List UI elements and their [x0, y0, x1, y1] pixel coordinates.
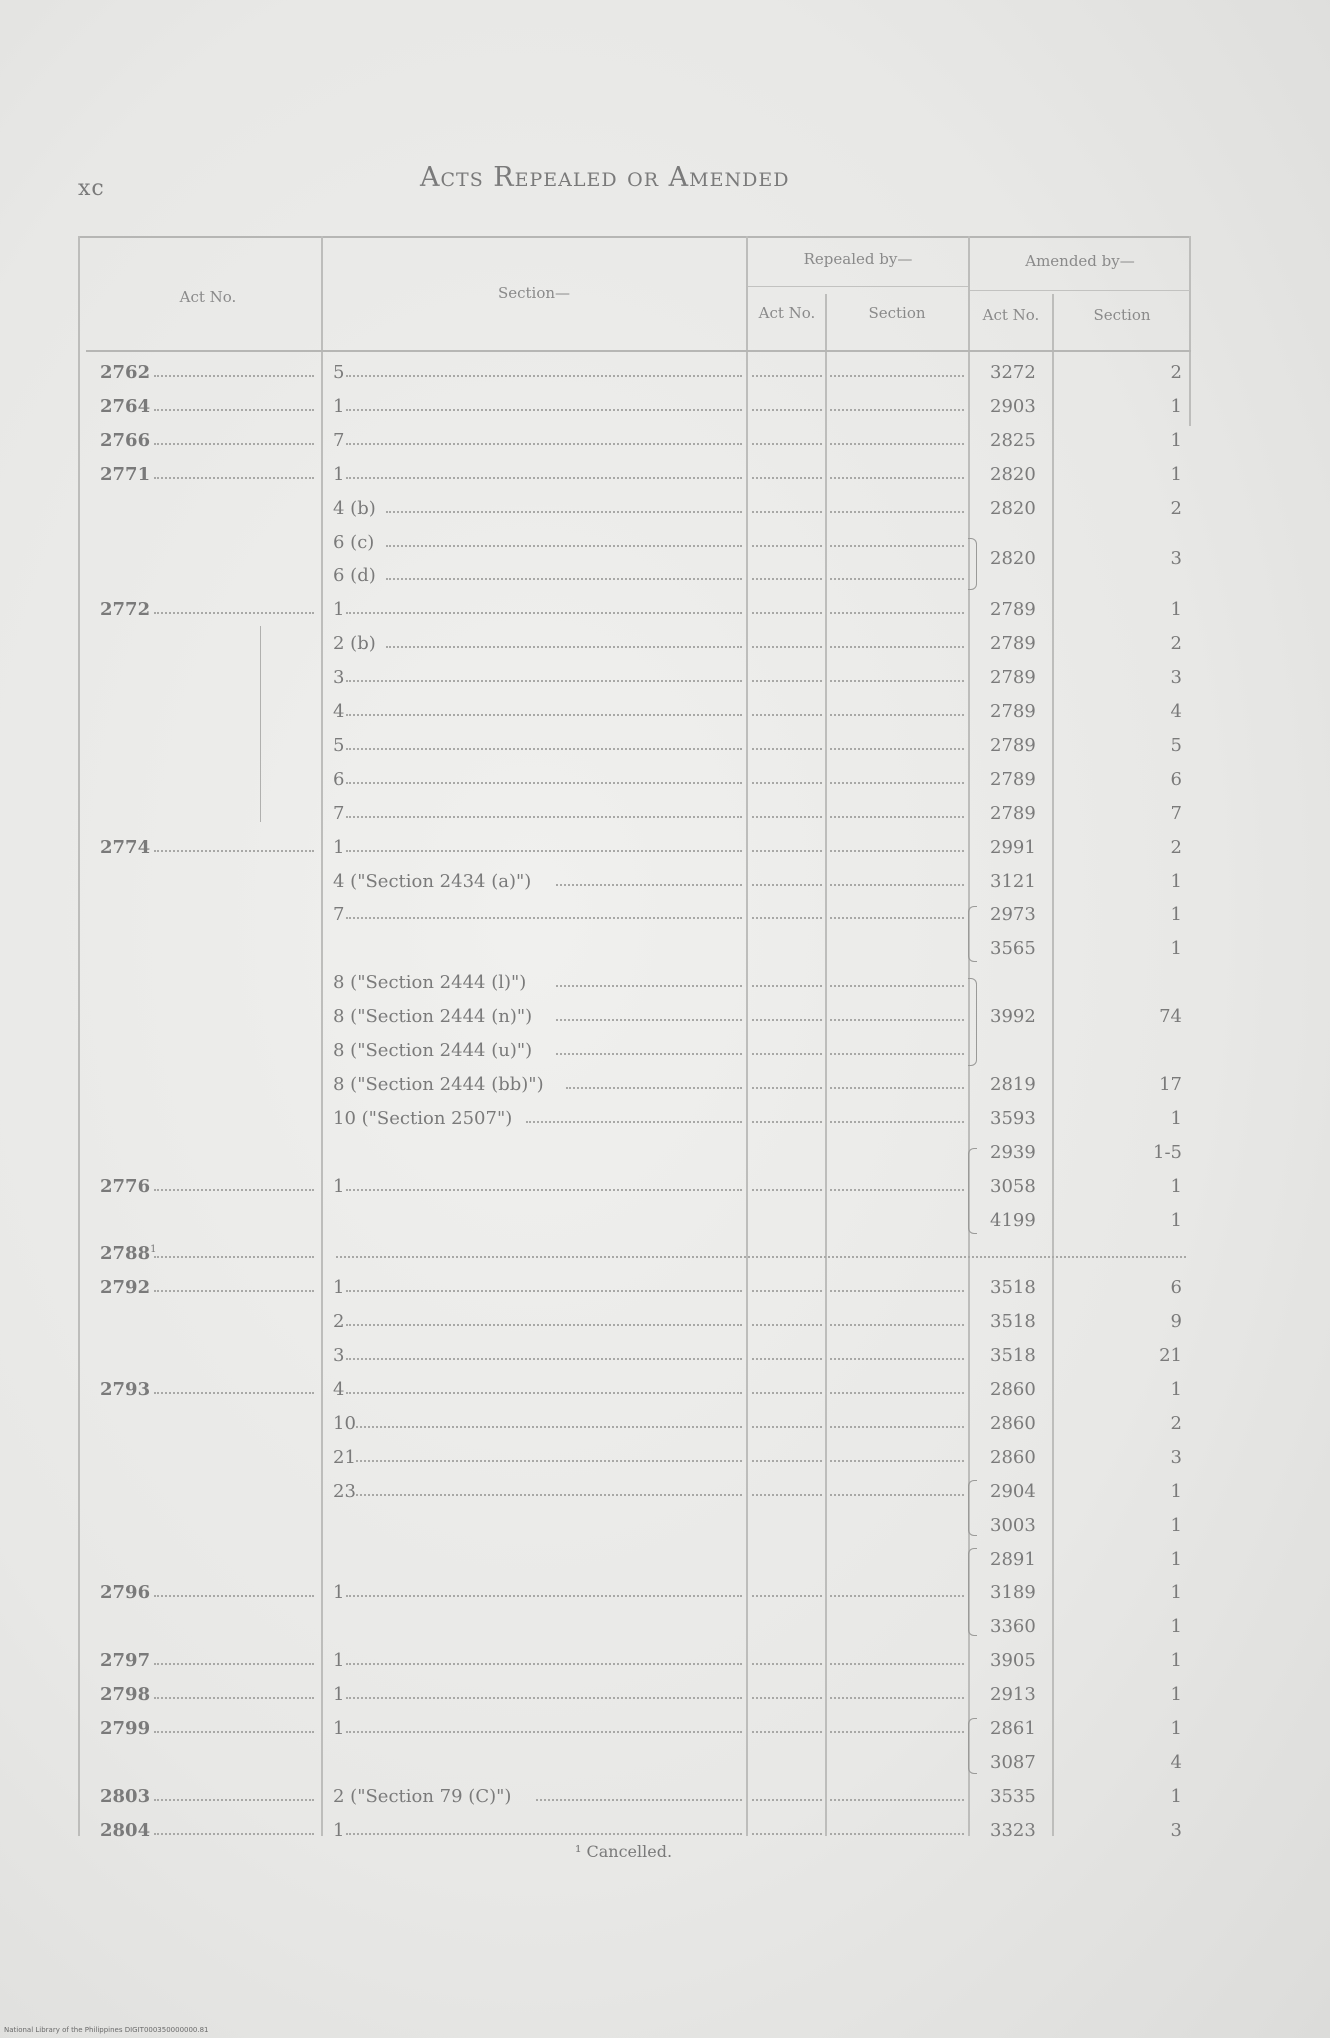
table-row [78, 1277, 1191, 1311]
leader-dots [154, 1799, 314, 1801]
row-amended-act: 3905 [990, 1650, 1036, 1672]
table-row [78, 1650, 1191, 1684]
row-amended-section: 1 [1170, 463, 1182, 485]
row-section: 8 ("Section 2444 (u)") [333, 1040, 533, 1061]
row-section: 4 [333, 1379, 345, 1400]
leader-dots [752, 1731, 822, 1733]
row-section: 1 [333, 395, 345, 417]
footnote: ¹ Cancelled. [575, 1842, 673, 1861]
leader-dots [830, 1053, 964, 1055]
row-section: 1 [333, 1582, 345, 1604]
table-header-rule [86, 350, 1191, 352]
table-row [78, 1616, 1191, 1650]
row-section: 1 [333, 1175, 345, 1197]
leader-dots [556, 1053, 742, 1055]
row-amended-section: 5 [1170, 734, 1182, 756]
row-amended-section: 9 [1170, 1311, 1182, 1333]
row-amended-section: 1 [1170, 1582, 1182, 1604]
row-section: 2 (b) [333, 633, 376, 655]
leader-dots [346, 375, 742, 377]
table-row [78, 1718, 1191, 1752]
leader-dots [346, 1663, 742, 1665]
table-row [78, 1786, 1191, 1820]
leader-dots [752, 1189, 822, 1191]
leader-dots [752, 1290, 822, 1292]
leader-dots [346, 816, 742, 818]
row-amended-section: 2 [1170, 1412, 1182, 1434]
row-section: 7 [333, 802, 345, 824]
leader-dots [752, 714, 822, 716]
table-row [78, 498, 1191, 532]
row-amended-section: 1 [1170, 1379, 1182, 1400]
leader-dots [752, 1697, 822, 1699]
table-row [78, 565, 1191, 599]
row-act-no: 2764 [100, 395, 151, 417]
header-repealed-by: Repealed by— [803, 250, 913, 268]
leader-dots [154, 1697, 314, 1699]
row-amended-act: 3323 [990, 1819, 1036, 1841]
row-amended-section: 2 [1170, 633, 1182, 655]
leader-dots [752, 477, 822, 479]
row-amended-act: 3003 [990, 1514, 1036, 1536]
row-amended-section: 1 [1170, 1107, 1182, 1129]
row-section: 1 [333, 1819, 345, 1841]
leader-dots [154, 1290, 314, 1292]
row-section: 3 [333, 667, 345, 689]
leader-dots [386, 646, 742, 648]
leader-dots [346, 1189, 742, 1191]
leader-dots [556, 1019, 742, 1021]
row-amended-section: 3 [1170, 667, 1182, 689]
leader-dots [386, 578, 742, 580]
table-row [78, 904, 1191, 938]
row-amended-act: 3058 [990, 1175, 1036, 1197]
row-section: 6 [333, 768, 345, 790]
row-section: 6 (d) [333, 565, 376, 587]
leader-dots [356, 1494, 742, 1496]
row-amended-section: 1 [1170, 870, 1182, 892]
table-row [78, 633, 1191, 667]
row-amended-section: 1 [1170, 429, 1182, 451]
row-amended-section: 1 [1170, 1785, 1182, 1807]
row-section: 2 ("Section 79 (C)") [333, 1785, 512, 1807]
table-row [78, 1515, 1191, 1549]
row-amended-act: 2825 [990, 429, 1036, 451]
leader-dots [346, 714, 742, 716]
leader-dots [346, 1731, 742, 1733]
leader-dots [346, 782, 742, 784]
row-section: 8 ("Section 2444 (n)") [333, 1006, 533, 1028]
row-act-no: 2804 [100, 1819, 151, 1841]
leader-dots [526, 1121, 742, 1123]
table-row [78, 701, 1191, 735]
leader-dots [154, 1731, 314, 1733]
leader-dots [752, 1833, 822, 1835]
row-act-no: 2797 [100, 1650, 151, 1672]
leader-dots [154, 1663, 314, 1665]
row-amended-act: 2789 [990, 633, 1036, 655]
leader-dots [752, 1358, 822, 1360]
row-amended-section: 6 [1170, 768, 1182, 790]
leader-dots [752, 850, 822, 852]
row-amended-act: 3518 [990, 1345, 1036, 1367]
row-amended-section: 6 [1170, 1277, 1182, 1299]
acts-table [78, 236, 1191, 1841]
table-row [78, 1481, 1191, 1515]
row-amended-section: 1 [1170, 395, 1182, 417]
table-row [78, 1176, 1191, 1210]
leader-dots [566, 1087, 742, 1089]
row-section: 5 [333, 734, 345, 756]
leader-dots [154, 850, 314, 852]
table-row [78, 1379, 1191, 1413]
table-row [78, 972, 1191, 1006]
leader-dots [386, 545, 742, 547]
leader-dots [154, 1595, 314, 1597]
leader-dots [752, 1799, 822, 1801]
row-act-no: 2793 [100, 1379, 151, 1400]
leader-dots [830, 545, 964, 547]
row-amended-act: 2939 [990, 1141, 1036, 1163]
leader-dots [752, 1426, 822, 1428]
row-amended-section: 2 [1170, 497, 1182, 519]
row-amended-act: 2860 [990, 1379, 1036, 1400]
row-amended-act: 3518 [990, 1311, 1036, 1333]
leader-dots [752, 409, 822, 411]
row-amended-act: 2789 [990, 667, 1036, 689]
row-act-no: 2771 [100, 463, 151, 485]
row-amended-section: 3 [1170, 1446, 1182, 1468]
leader-dots [346, 1595, 742, 1597]
leader-dots [154, 1833, 314, 1835]
row-section: 4 [333, 701, 345, 722]
leader-dots [752, 1494, 822, 1496]
row-amended-section: 4 [1170, 1751, 1182, 1773]
page-title: Acts Repealed or Amended [420, 162, 790, 193]
row-amended-act: 2789 [990, 802, 1036, 824]
leader-dots [752, 578, 822, 580]
leader-dots [752, 612, 822, 614]
row-amended-section: 3 [1170, 1819, 1182, 1841]
row-amended-act: 2861 [990, 1718, 1036, 1739]
leader-dots [752, 782, 822, 784]
row-amended-act: 2819 [990, 1073, 1036, 1095]
table-row [78, 1142, 1191, 1176]
table-row [78, 1752, 1191, 1786]
row-section: 1 [333, 836, 345, 858]
row-amended-act: 3518 [990, 1277, 1036, 1299]
leader-dots [154, 477, 314, 479]
table-row [78, 837, 1191, 871]
table-row [78, 735, 1191, 769]
leader-dots [346, 1358, 742, 1360]
leader-dots [346, 443, 742, 445]
row-amended-section: 1 [1170, 1684, 1182, 1706]
leader-dots [346, 1290, 742, 1292]
rule-repealed-sub [748, 286, 968, 287]
merged-amended-act: 2820 [990, 548, 1036, 570]
row-amended-section: 1 [1170, 1650, 1182, 1672]
page-number: xc [78, 176, 105, 201]
leader-dots [346, 748, 742, 750]
table-row [78, 1006, 1191, 1040]
table-row [78, 1108, 1191, 1142]
table-row [78, 362, 1191, 396]
row-amended-section: 2 [1170, 836, 1182, 858]
row-act-no: 2774 [100, 836, 151, 858]
table-row [78, 803, 1191, 837]
leader-dots [154, 409, 314, 411]
row-section: 10 ("Section 2507") [333, 1107, 513, 1129]
leader-dots [752, 1087, 822, 1089]
leader-dots [346, 1324, 742, 1326]
row-amended-act: 2789 [990, 734, 1036, 756]
header-act-no: Act No. [179, 288, 237, 306]
table-row [78, 667, 1191, 701]
leader-dots [346, 477, 742, 479]
row-amended-act: 3360 [990, 1616, 1036, 1638]
row-section: 5 [333, 362, 345, 383]
table-row [78, 396, 1191, 430]
row-amended-section: 1 [1170, 1480, 1182, 1502]
row-amended-act: 2860 [990, 1412, 1036, 1434]
row-section: 2 [333, 1311, 345, 1333]
row-section: 4 (b) [333, 497, 376, 519]
leader-dots [752, 748, 822, 750]
row-amended-act: 3087 [990, 1751, 1036, 1773]
leader-dots [752, 1121, 822, 1123]
table-row [78, 1243, 1191, 1277]
brace-3992 [968, 978, 977, 1066]
scan-imprint: National Library of the Philippines DIGIT000350000000.81 [4, 2026, 209, 2034]
leader-dots [752, 985, 822, 987]
row-section: 8 ("Section 2444 (l)") [333, 972, 527, 994]
row-act-no: 2796 [100, 1582, 151, 1604]
leader-dots [752, 1324, 822, 1326]
leader-dots [752, 545, 822, 547]
margin-mark [260, 626, 261, 822]
leader-dots [752, 816, 822, 818]
leader-dots [752, 1663, 822, 1665]
row-amended-section: 7 [1170, 802, 1182, 824]
row-amended-section: 1 [1170, 1548, 1182, 1570]
row-amended-section: 1 [1170, 1718, 1182, 1739]
row-amended-section: 1 [1170, 1514, 1182, 1536]
leader-dots [536, 1799, 742, 1801]
merged-amended-section: 3 [1170, 548, 1182, 570]
row-act-no: 2762 [100, 362, 151, 383]
table-row [78, 1684, 1191, 1718]
row-section: 21 [333, 1446, 356, 1468]
table-row [78, 1074, 1191, 1108]
table-row [78, 1345, 1191, 1379]
row-amended-section: 1 [1170, 1616, 1182, 1638]
row-amended-act: 2903 [990, 395, 1036, 417]
row-amended-section: 1 [1170, 904, 1182, 926]
leader-dots [346, 409, 742, 411]
row-amended-act: 3992 [990, 1006, 1036, 1028]
leader-dots [752, 1460, 822, 1462]
row-act-no: 2792 [100, 1277, 151, 1299]
table-row [78, 769, 1191, 803]
table-row [78, 1413, 1191, 1447]
leader-dots [154, 1392, 314, 1394]
leader-dots [752, 680, 822, 682]
leader-dots [356, 1426, 742, 1428]
row-amended-section: 1-5 [1153, 1141, 1182, 1163]
leader-dots [346, 850, 742, 852]
row-amended-section: 1 [1170, 599, 1182, 621]
row-section: 1 [333, 463, 345, 485]
row-section: 7 [333, 429, 345, 451]
row-act-no: 2803 [100, 1785, 151, 1807]
table-row [78, 938, 1191, 972]
row-section: 8 ("Section 2444 (bb)") [333, 1073, 544, 1095]
row-amended-act: 3272 [990, 362, 1036, 383]
table-row [78, 430, 1191, 464]
row-amended-act: 3593 [990, 1107, 1036, 1129]
header-section: Section— [497, 284, 571, 302]
row-amended-act: 2904 [990, 1480, 1036, 1502]
row-act-no: 2766 [100, 429, 151, 451]
leader-dots [556, 985, 742, 987]
table-top-rule [78, 236, 1191, 238]
table-row [78, 1549, 1191, 1583]
leader-dots [830, 985, 964, 987]
brace-2796 [968, 1548, 977, 1636]
leader-dots [556, 884, 742, 886]
row-amended-act: 2820 [990, 497, 1036, 519]
rule-amended-sub [970, 290, 1190, 291]
leader-dots [346, 917, 742, 919]
row-section: 1 [333, 599, 345, 621]
table-row [78, 464, 1191, 498]
row-section: 3 [333, 1345, 345, 1367]
brace-2799 [968, 1718, 977, 1774]
row-amended-section: 1 [1170, 1175, 1182, 1197]
leader-dots [752, 646, 822, 648]
row-section: 4 ("Section 2434 (a)") [333, 870, 532, 892]
leader-dots [154, 375, 314, 377]
leader-dots [752, 917, 822, 919]
leader-dots [346, 1833, 742, 1835]
table-row [78, 871, 1191, 905]
leader-dots [154, 443, 314, 445]
row-act-no: 2776 [100, 1175, 151, 1197]
leader-dots [346, 1392, 742, 1394]
brace-2776 [968, 1148, 977, 1234]
leader-dots [752, 884, 822, 886]
row-amended-act: 3189 [990, 1582, 1036, 1604]
row-section: 1 [333, 1277, 345, 1299]
leader-dots [752, 1595, 822, 1597]
footnote-marker: 1 [150, 1244, 157, 1256]
row-amended-act: 2789 [990, 701, 1036, 722]
row-amended-section: 2 [1170, 362, 1182, 383]
row-amended-act: 2820 [990, 463, 1036, 485]
row-amended-section: 17 [1159, 1073, 1182, 1095]
row-amended-section: 1 [1170, 938, 1182, 960]
row-amended-act: 3565 [990, 938, 1036, 960]
row-act-no: 2772 [100, 599, 151, 621]
leader-dots [356, 1460, 742, 1462]
row-amended-act: 3535 [990, 1785, 1036, 1807]
row-amended-section: 74 [1159, 1006, 1182, 1028]
leader-dots [154, 612, 314, 614]
leader-dots [752, 375, 822, 377]
leader-dots [752, 1392, 822, 1394]
row-amended-section: 4 [1170, 701, 1182, 722]
leader-dots [346, 612, 742, 614]
header-repealed-act-no: Act No. [758, 304, 816, 322]
row-section: 10 [333, 1412, 356, 1434]
row-amended-section: 1 [1170, 1209, 1182, 1231]
table-row [78, 1311, 1191, 1345]
header-repealed-section: Section [868, 304, 926, 322]
row-section: 7 [333, 904, 345, 926]
row-amended-act: 3121 [990, 870, 1036, 892]
leader-dots [830, 578, 964, 580]
leader-dots [752, 443, 822, 445]
row-amended-act: 2860 [990, 1446, 1036, 1468]
header-amended-by: Amended by— [1025, 252, 1135, 270]
table-row [78, 1447, 1191, 1481]
leader-dots [346, 680, 742, 682]
row-act-no: 2788$^1$ [100, 1243, 157, 1265]
leader-dots [346, 1697, 742, 1699]
row-section: 1 [333, 1650, 345, 1672]
row-amended-act: 4199 [990, 1209, 1036, 1231]
row-amended-act: 2789 [990, 768, 1036, 790]
brace-2793-23 [968, 1480, 977, 1536]
header-amended-section: Section [1093, 306, 1151, 324]
leader-dots [752, 1053, 822, 1055]
leader-dots [752, 511, 822, 513]
table-row [78, 1582, 1191, 1616]
leader-dots [154, 1256, 314, 1258]
row-act-no: 2798 [100, 1684, 151, 1706]
row-section: 1 [333, 1718, 345, 1739]
table-row [78, 599, 1191, 633]
row-amended-section: 21 [1159, 1345, 1182, 1367]
row-amended-act: 2991 [990, 836, 1036, 858]
row-act-no: 2799 [100, 1718, 151, 1739]
row-section: 23 [333, 1480, 356, 1502]
row-section: 6 (c) [333, 531, 375, 553]
row-amended-act: 2973 [990, 904, 1036, 926]
brace-2774-7 [968, 906, 977, 962]
leader-dots [336, 1256, 1186, 1258]
row-amended-act: 2789 [990, 599, 1036, 621]
row-amended-act: 2913 [990, 1684, 1036, 1706]
table-row [78, 1210, 1191, 1244]
leader-dots [386, 511, 742, 513]
leader-dots [752, 1019, 822, 1021]
leader-dots [154, 1189, 314, 1191]
brace-2820 [968, 538, 977, 590]
row-section: 1 [333, 1684, 345, 1706]
table-row [78, 1040, 1191, 1074]
row-amended-act: 2891 [990, 1548, 1036, 1570]
header-amended-act-no: Act No. [982, 306, 1040, 324]
